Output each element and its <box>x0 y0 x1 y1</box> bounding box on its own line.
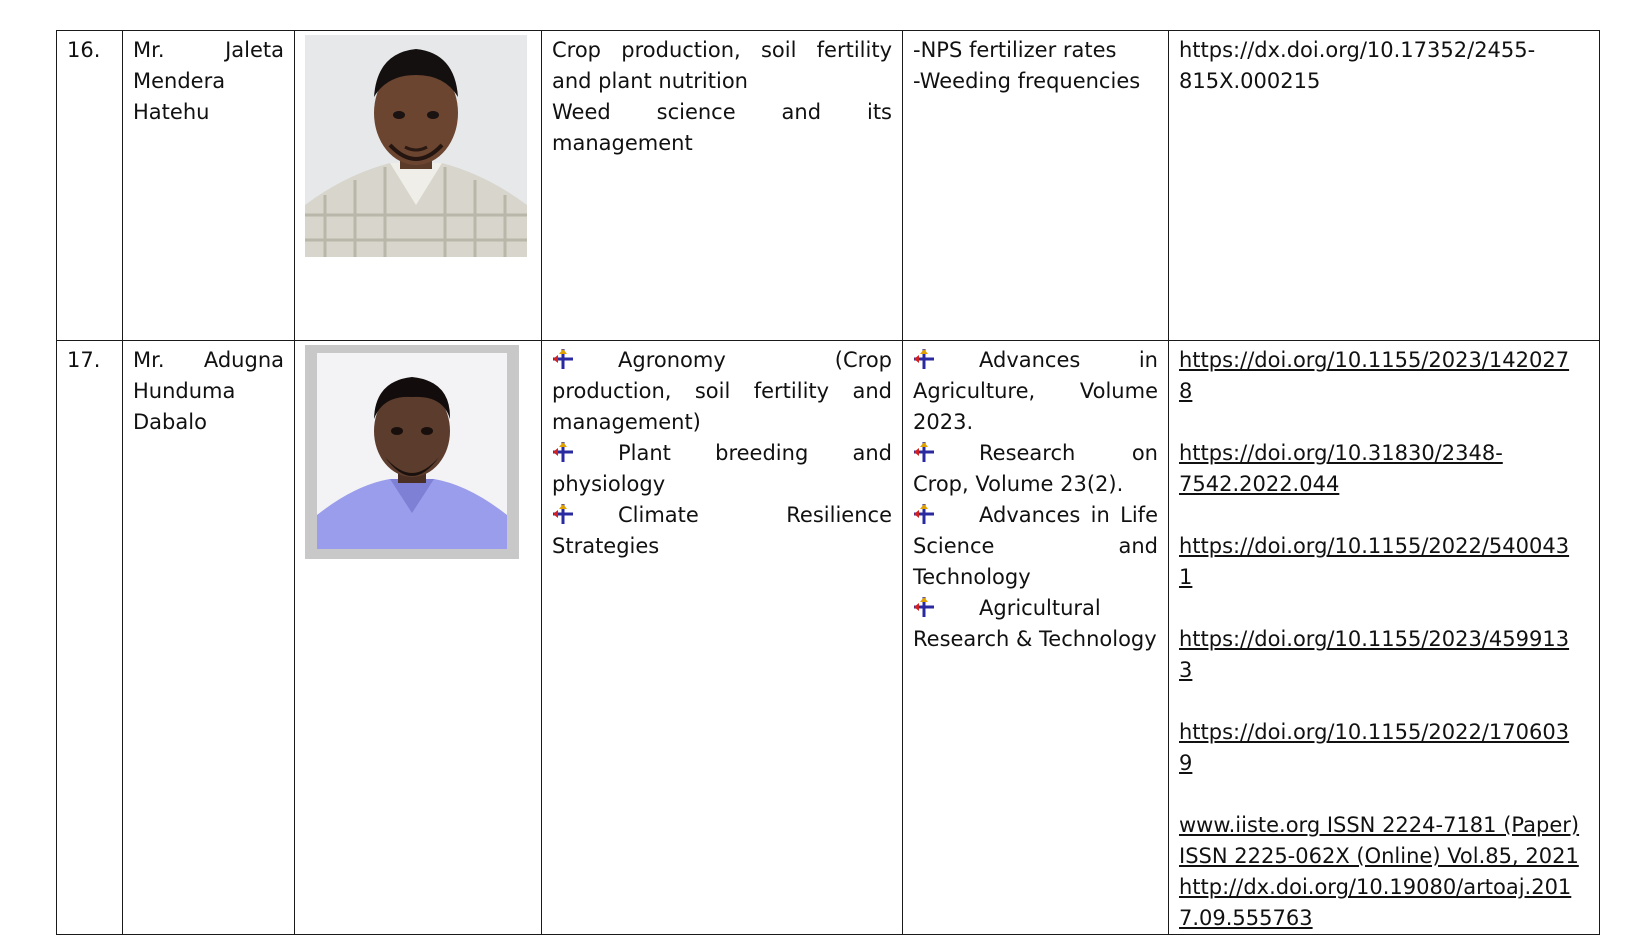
specialization-line: Climate Resilience <box>618 503 892 527</box>
name-line: Mr. Adugna <box>133 348 284 372</box>
staff-name <box>123 31 295 341</box>
photo-cell <box>295 31 542 341</box>
link-text: https://dx.doi.org/10.17352/2455- <box>1179 38 1536 62</box>
doi-link[interactable]: https://doi.org/10.1155/2023/142027 8 <box>1179 348 1570 403</box>
name-line: Dabalo <box>133 410 207 434</box>
staff-table <box>56 30 1600 935</box>
doi-link[interactable]: https://doi.org/10.31830/2348- 7542.2022.044 <box>1179 441 1503 496</box>
journal-link[interactable]: www.iiste.org ISSN 2224-7181 (Paper) ISSN 2225-062X (Online) Vol.85, 2021 http://dx.doi.org/10.19080/artoaj.201 7.09.555763 <box>1179 813 1580 930</box>
research-line: -NPS fertilizer rates <box>913 38 1117 62</box>
research-line: Advances in <box>979 348 1158 372</box>
list-item <box>552 438 892 500</box>
specialization-cell <box>542 31 903 341</box>
name-line: Mendera <box>133 69 226 93</box>
link-text: 815X.000215 <box>1179 69 1321 93</box>
research-line: Science and <box>913 534 1158 558</box>
doi-link[interactable]: https://doi.org/10.1155/2023/459913 3 <box>1179 627 1570 682</box>
row-number: 16. <box>57 31 123 341</box>
specialization-line: management <box>552 131 693 155</box>
research-cell <box>903 341 1169 935</box>
arrow-bullet-icon <box>913 348 935 370</box>
links-cell <box>1169 341 1600 935</box>
list-item <box>913 345 1158 438</box>
list-item <box>913 500 1158 593</box>
list-item <box>552 345 892 438</box>
specialization-line: and plant nutrition <box>552 69 748 93</box>
doi-link[interactable]: https://doi.org/10.1155/2022/170603 9 <box>1179 720 1570 775</box>
name-line: Mr. Jaleta <box>133 38 284 62</box>
table-row <box>57 341 1600 935</box>
arrow-bullet-icon <box>552 441 574 463</box>
name-line: Hunduma <box>133 379 236 403</box>
links-cell <box>1169 31 1600 341</box>
specialization-line: Crop production, soil fertility <box>552 38 892 62</box>
list-item <box>552 500 892 562</box>
specialization-line: Agronomy (Crop <box>618 348 892 372</box>
specialization-line: production, soil fertility and <box>552 379 892 403</box>
staff-photo <box>305 35 527 257</box>
research-line: 2023. <box>913 410 974 434</box>
research-line: Technology <box>913 565 1031 589</box>
specialization-cell <box>542 341 903 935</box>
research-line: -Weeding frequencies <box>913 69 1141 93</box>
research-line: Crop, Volume 23(2). <box>913 472 1124 496</box>
specialization-line: Plant breeding and <box>618 441 892 465</box>
photo-cell <box>295 341 542 935</box>
research-line: Agricultural <box>979 596 1101 620</box>
research-line: Research on <box>979 441 1158 465</box>
name-line: Hatehu <box>133 100 210 124</box>
specialization-line: physiology <box>552 472 666 496</box>
research-line: Research & Technology <box>913 627 1157 651</box>
row-number: 17. <box>57 341 123 935</box>
specialization-line: management) <box>552 410 701 434</box>
list-item <box>913 593 1158 655</box>
research-line: Advances in Life <box>979 503 1158 527</box>
specialization-line: Strategies <box>552 534 660 558</box>
arrow-bullet-icon <box>913 441 935 463</box>
research-cell <box>903 31 1169 341</box>
research-line: Agriculture, Volume <box>913 379 1158 403</box>
table-row <box>57 31 1600 341</box>
arrow-bullet-icon <box>913 503 935 525</box>
doi-link[interactable]: https://doi.org/10.1155/2022/540043 1 <box>1179 534 1570 589</box>
arrow-bullet-icon <box>552 503 574 525</box>
list-item <box>913 438 1158 500</box>
staff-photo <box>305 345 519 559</box>
arrow-bullet-icon <box>913 596 935 618</box>
staff-name <box>123 341 295 935</box>
arrow-bullet-icon <box>552 348 574 370</box>
specialization-line: Weed science and its <box>552 100 892 124</box>
